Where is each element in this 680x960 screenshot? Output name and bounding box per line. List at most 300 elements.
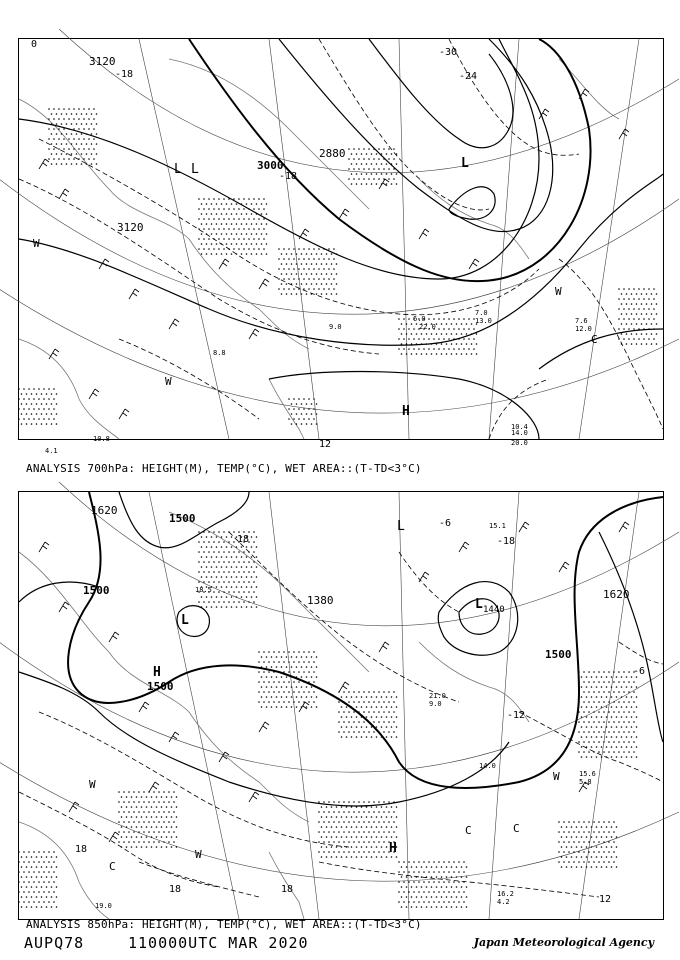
wet-area-dot <box>256 223 258 225</box>
wet-area-dot <box>61 133 63 135</box>
wet-area-dot <box>203 248 205 250</box>
wet-area-dot <box>328 278 330 280</box>
wet-area-dot <box>383 701 385 703</box>
wet-area-dot <box>601 726 603 728</box>
wet-area-dot <box>586 866 588 868</box>
wet-area-dot <box>251 243 253 245</box>
wet-area-dot <box>48 398 50 400</box>
wet-area-dot <box>458 328 460 330</box>
wet-area-dot <box>316 706 318 708</box>
wet-area-dot <box>271 656 273 658</box>
wet-area-dot <box>353 731 355 733</box>
wet-area-dot <box>588 821 590 823</box>
wet-area-dot <box>316 656 318 658</box>
wet-area-dot <box>376 826 378 828</box>
wet-area-dot <box>251 223 253 225</box>
wet-area-dot <box>308 651 310 653</box>
wet-area-dot <box>18 861 20 863</box>
wet-area-dot <box>403 328 405 330</box>
wet-area-dot <box>226 576 228 578</box>
wet-area-dot <box>651 343 653 345</box>
wet-area-dot <box>373 691 375 693</box>
wet-area-dot <box>151 836 153 838</box>
wet-area-dot <box>223 581 225 583</box>
wet-area-dot <box>356 856 358 858</box>
height-label: 1620 <box>91 504 118 517</box>
wet-area-dot <box>643 308 645 310</box>
wet-area-dot <box>318 831 320 833</box>
wet-area-dot <box>571 856 573 858</box>
wet-area-dot <box>301 696 303 698</box>
height-label: 1500 <box>545 648 572 661</box>
wet-area-dot <box>401 323 403 325</box>
wet-area-dot <box>416 333 418 335</box>
wet-area-dot <box>346 706 348 708</box>
wet-area-dot <box>228 591 230 593</box>
wet-area-dot <box>341 736 343 738</box>
wet-area-dot <box>413 881 415 883</box>
wet-area-dot <box>361 826 363 828</box>
wet-area-dot <box>246 213 248 215</box>
wet-area-dot <box>203 601 205 603</box>
wet-area-dot <box>228 551 230 553</box>
wet-area-dot <box>286 253 288 255</box>
wet-area-dot <box>31 876 33 878</box>
wet-area-dot <box>613 691 615 693</box>
wet-area-dot <box>296 403 298 405</box>
wet-area-dot <box>653 298 655 300</box>
wet-area-dot <box>248 591 250 593</box>
wet-area-dot <box>63 108 65 110</box>
wet-area-dot <box>226 546 228 548</box>
wet-area-dot <box>623 681 625 683</box>
height-label: 1500 <box>169 512 196 525</box>
wet-area-dot <box>633 751 635 753</box>
wet-area-dot <box>158 801 160 803</box>
height-label: 1440 <box>483 605 505 615</box>
wet-area-dot <box>31 423 33 425</box>
wet-area-dot <box>253 228 255 230</box>
wet-area-dot <box>78 138 80 140</box>
wet-area-dot <box>53 388 55 390</box>
wet-area-dot <box>258 701 260 703</box>
wet-area-dot <box>51 163 53 165</box>
wet-area-dot <box>428 318 430 320</box>
wet-area-dot <box>583 731 585 733</box>
wet-area-dot <box>386 736 388 738</box>
wet-area-dot <box>578 841 580 843</box>
wet-area-dot <box>246 223 248 225</box>
wet-area-dot <box>326 263 328 265</box>
wet-area-dot <box>611 746 613 748</box>
wet-area-dot <box>161 826 163 828</box>
wet-area-dot <box>226 556 228 558</box>
wet-area-dot <box>233 238 235 240</box>
wet-area-dot <box>198 218 200 220</box>
wet-area-dot <box>158 841 160 843</box>
wet-area-dot <box>233 581 235 583</box>
wet-area-dot <box>276 666 278 668</box>
wet-area-dot <box>293 258 295 260</box>
wet-area-dot <box>221 606 223 608</box>
wet-area-dot <box>261 676 263 678</box>
height-label: 1500 <box>83 584 110 597</box>
wet-area-dot <box>58 128 60 130</box>
wet-area-dot <box>163 831 165 833</box>
station-value: 20.0 <box>511 439 528 447</box>
wet-area-dot <box>211 556 213 558</box>
wet-area-dot <box>566 826 568 828</box>
pressure-center-label: C <box>109 860 116 873</box>
wet-area-dot <box>253 218 255 220</box>
wet-area-dot <box>96 153 98 155</box>
wet-area-dot <box>161 796 163 798</box>
station-value: 4.2 <box>497 898 510 906</box>
wet-area-dot <box>333 268 335 270</box>
wet-area-dot <box>608 841 610 843</box>
wet-area-dot <box>28 861 30 863</box>
wet-area-dot <box>198 601 200 603</box>
wet-area-dot <box>611 736 613 738</box>
wet-area-dot <box>213 541 215 543</box>
wet-area-dot <box>593 741 595 743</box>
wet-area-dot <box>136 816 138 818</box>
wet-area-dot <box>326 253 328 255</box>
wet-area-dot <box>416 886 418 888</box>
wet-area-dot <box>598 721 600 723</box>
wet-area-dot <box>593 701 595 703</box>
temp-label: 18 <box>237 534 250 545</box>
wet-area-dot <box>118 811 120 813</box>
wet-area-dot <box>303 268 305 270</box>
wet-area-dot <box>636 303 638 305</box>
wet-area-dot <box>228 561 230 563</box>
wet-area-dot <box>618 751 620 753</box>
wet-area-dot <box>231 566 233 568</box>
wet-area-dot <box>601 856 603 858</box>
wet-area-dot <box>606 686 608 688</box>
wet-area-dot <box>426 333 428 335</box>
wet-area-dot <box>321 856 323 858</box>
wet-area-dot <box>143 821 145 823</box>
wet-area-dot <box>421 906 423 908</box>
wet-area-dot <box>341 816 343 818</box>
wind-barb <box>59 602 69 612</box>
wet-area-dot <box>288 671 290 673</box>
wet-area-dot <box>368 731 370 733</box>
wet-area-dot <box>133 841 135 843</box>
wet-area-dot <box>243 561 245 563</box>
wet-area-dot <box>246 606 248 608</box>
wet-area-dot <box>238 218 240 220</box>
wet-area-dot <box>28 398 30 400</box>
wet-area-dot <box>386 183 388 185</box>
wet-area-dot <box>616 686 618 688</box>
wet-area-dot <box>278 701 280 703</box>
wet-area-dot <box>628 751 630 753</box>
wet-area-dot <box>438 881 440 883</box>
wet-area-dot <box>436 323 438 325</box>
wet-area-dot <box>358 148 360 150</box>
wet-area-dot <box>631 706 633 708</box>
wet-area-dot <box>366 706 368 708</box>
wet-area-dot <box>601 686 603 688</box>
wet-area-dot <box>561 826 563 828</box>
wet-area-dot <box>366 736 368 738</box>
wet-area-dot <box>286 283 288 285</box>
wet-area-dot <box>203 228 205 230</box>
wet-area-dot <box>408 871 410 873</box>
wet-area-dot <box>53 871 55 873</box>
wet-area-dot <box>291 423 293 425</box>
wet-area-dot <box>616 846 618 848</box>
wet-area-dot <box>218 561 220 563</box>
wet-area-dot <box>368 821 370 823</box>
wind-barbs <box>39 522 629 842</box>
wet-area-dot <box>38 408 40 410</box>
wet-area-dot <box>373 851 375 853</box>
wet-area-dot <box>43 871 45 873</box>
wet-area-dot <box>466 343 468 345</box>
wet-area-dot <box>233 248 235 250</box>
wet-area-dot <box>378 701 380 703</box>
wet-area-dot <box>283 288 285 290</box>
wet-area-dot <box>588 741 590 743</box>
wet-area-dot <box>36 866 38 868</box>
wet-area-dot <box>381 726 383 728</box>
wet-area-dot <box>243 571 245 573</box>
wet-area-dot <box>298 398 300 400</box>
wet-area-dot <box>213 571 215 573</box>
wet-area-dot <box>468 338 470 340</box>
wet-area-dot <box>296 413 298 415</box>
wet-area-dot <box>301 686 303 688</box>
wet-area-dot <box>203 551 205 553</box>
wet-area-dot <box>606 696 608 698</box>
wet-area-dot <box>426 896 428 898</box>
wet-area-dot <box>406 866 408 868</box>
wet-area-dot <box>348 178 350 180</box>
wet-area-dot <box>91 133 93 135</box>
wet-area-dot <box>393 178 395 180</box>
wet-area-dot <box>36 876 38 878</box>
wet-area-dot <box>383 721 385 723</box>
wet-area-dot <box>401 353 403 355</box>
wet-area-dot <box>363 831 365 833</box>
wet-area-dot <box>628 318 630 320</box>
wet-area-dot <box>128 831 130 833</box>
wet-area-dot <box>448 338 450 340</box>
wet-area-dot <box>356 736 358 738</box>
temp-label: 18 <box>75 844 88 855</box>
wet-area-dot <box>216 586 218 588</box>
wet-area-dot <box>628 731 630 733</box>
wet-area-dot <box>341 706 343 708</box>
wet-area-dot <box>386 706 388 708</box>
wet-area-dot <box>151 826 153 828</box>
wet-area-dot <box>198 238 200 240</box>
wet-area-dot <box>83 158 85 160</box>
wet-area-dot <box>81 123 83 125</box>
wet-area-dot <box>613 731 615 733</box>
wet-area-dot <box>443 318 445 320</box>
wet-area-dot <box>636 716 638 718</box>
wet-area-dot <box>21 856 23 858</box>
wet-area-dot <box>308 671 310 673</box>
height-label: 1500 <box>147 680 174 693</box>
wet-area-dot <box>398 338 400 340</box>
wet-area-dot <box>76 153 78 155</box>
wet-area-dot <box>168 821 170 823</box>
wet-area-dot <box>623 308 625 310</box>
wet-area-dot <box>451 353 453 355</box>
wet-area-dot <box>446 333 448 335</box>
wet-area-dot <box>258 661 260 663</box>
wet-area-dot <box>223 218 225 220</box>
wet-area-dot <box>473 328 475 330</box>
wet-area-dot <box>441 353 443 355</box>
wet-area-dot <box>303 258 305 260</box>
wet-area-dot <box>126 816 128 818</box>
wet-area-dot <box>271 676 273 678</box>
wet-area-dot <box>18 418 20 420</box>
wet-area-dot <box>88 148 90 150</box>
wet-area-dot <box>371 173 373 175</box>
wet-area-dot <box>396 826 398 828</box>
wet-area-dot <box>351 846 353 848</box>
wet-area-dot <box>468 328 470 330</box>
wet-area-dot <box>386 846 388 848</box>
wet-area-dot <box>306 676 308 678</box>
wet-area-dot <box>316 283 318 285</box>
wet-area-dot <box>48 418 50 420</box>
wet-area-dot <box>321 816 323 818</box>
wet-area-dot <box>91 123 93 125</box>
wet-area-dot <box>381 806 383 808</box>
wet-area-dot <box>166 826 168 828</box>
wet-area-dot <box>298 691 300 693</box>
wet-area-dot <box>421 353 423 355</box>
wet-area-dot <box>623 328 625 330</box>
wet-area-dot <box>173 841 175 843</box>
wet-area-dot <box>213 198 215 200</box>
wet-area-dot <box>331 263 333 265</box>
wet-area-dot <box>236 576 238 578</box>
wet-area-dot <box>366 163 368 165</box>
wet-area-dot <box>48 128 50 130</box>
wet-area-dot <box>331 836 333 838</box>
wet-area-dot <box>221 223 223 225</box>
wet-area-dot <box>443 861 445 863</box>
wet-area-dot <box>411 323 413 325</box>
wet-area-dot <box>121 816 123 818</box>
wet-area-dot <box>286 666 288 668</box>
wet-area-dot <box>583 831 585 833</box>
wet-area-dot <box>456 896 458 898</box>
wet-area-dot <box>386 836 388 838</box>
wet-area-dot <box>353 711 355 713</box>
wet-area-dot <box>351 173 353 175</box>
wet-area-dot <box>626 323 628 325</box>
wet-area-dot <box>88 108 90 110</box>
wet-area-dot <box>363 811 365 813</box>
wet-area-dot <box>216 576 218 578</box>
wet-area-dot <box>466 353 468 355</box>
wet-area-dot <box>58 158 60 160</box>
wet-area-dot <box>288 268 290 270</box>
wet-area-dot <box>156 806 158 808</box>
wet-area-dot <box>341 696 343 698</box>
wet-area-dot <box>593 671 595 673</box>
wet-area-dot <box>363 711 365 713</box>
wet-area-dot <box>378 148 380 150</box>
wet-area-dot <box>271 666 273 668</box>
wet-area-dot <box>128 801 130 803</box>
wet-area-dot <box>351 726 353 728</box>
wet-area-dot <box>348 148 350 150</box>
wet-area-dot <box>221 213 223 215</box>
wet-area-dot <box>608 731 610 733</box>
wet-area-dot <box>368 801 370 803</box>
wet-area-dot <box>353 178 355 180</box>
wet-area-dot <box>36 423 38 425</box>
wet-area-dot <box>208 198 210 200</box>
wet-area-dot <box>216 213 218 215</box>
wet-area-dot <box>358 801 360 803</box>
wet-area-dot <box>208 218 210 220</box>
caption-850hpa: ANALYSIS 850hPa: HEIGHT(M), TEMP(°C), WET AREA::(T-TD<3°C) <box>26 918 422 931</box>
wet-area-dot <box>471 343 473 345</box>
wet-area-dot <box>316 263 318 265</box>
wet-area-dot <box>361 856 363 858</box>
wet-area-dot <box>131 846 133 848</box>
wet-area-dot <box>621 333 623 335</box>
wet-area-dot <box>198 551 200 553</box>
wet-area-dot <box>626 333 628 335</box>
wet-area-dot <box>328 851 330 853</box>
wet-area-dot <box>53 138 55 140</box>
wet-area-dot <box>373 701 375 703</box>
wet-area-dot <box>373 801 375 803</box>
wet-area-dot <box>198 208 200 210</box>
wet-area-dot <box>216 596 218 598</box>
wet-area-dot <box>236 223 238 225</box>
wet-area-dot <box>338 821 340 823</box>
wet-area-dot <box>371 846 373 848</box>
wet-area-dot <box>656 333 658 335</box>
wet-area-dot <box>351 836 353 838</box>
wet-area-dot <box>206 253 208 255</box>
wet-area-dot <box>306 696 308 698</box>
wet-area-dot <box>591 866 593 868</box>
wet-area-dot <box>161 806 163 808</box>
wet-area-dot <box>646 313 648 315</box>
wet-area-dot <box>328 288 330 290</box>
wet-area-dot <box>446 876 448 878</box>
wet-area-dot <box>336 263 338 265</box>
wet-area-dot <box>441 876 443 878</box>
wet-area-dot <box>256 536 258 538</box>
wet-area-dot <box>603 751 605 753</box>
wet-area-dot <box>381 173 383 175</box>
wet-area-dot <box>608 751 610 753</box>
wet-area-dot <box>583 671 585 673</box>
wet-area-dot <box>336 846 338 848</box>
wet-area-dot <box>33 881 35 883</box>
wet-area-dot <box>651 313 653 315</box>
wet-area-dot <box>46 896 48 898</box>
station-value: 6.0 <box>413 315 426 323</box>
